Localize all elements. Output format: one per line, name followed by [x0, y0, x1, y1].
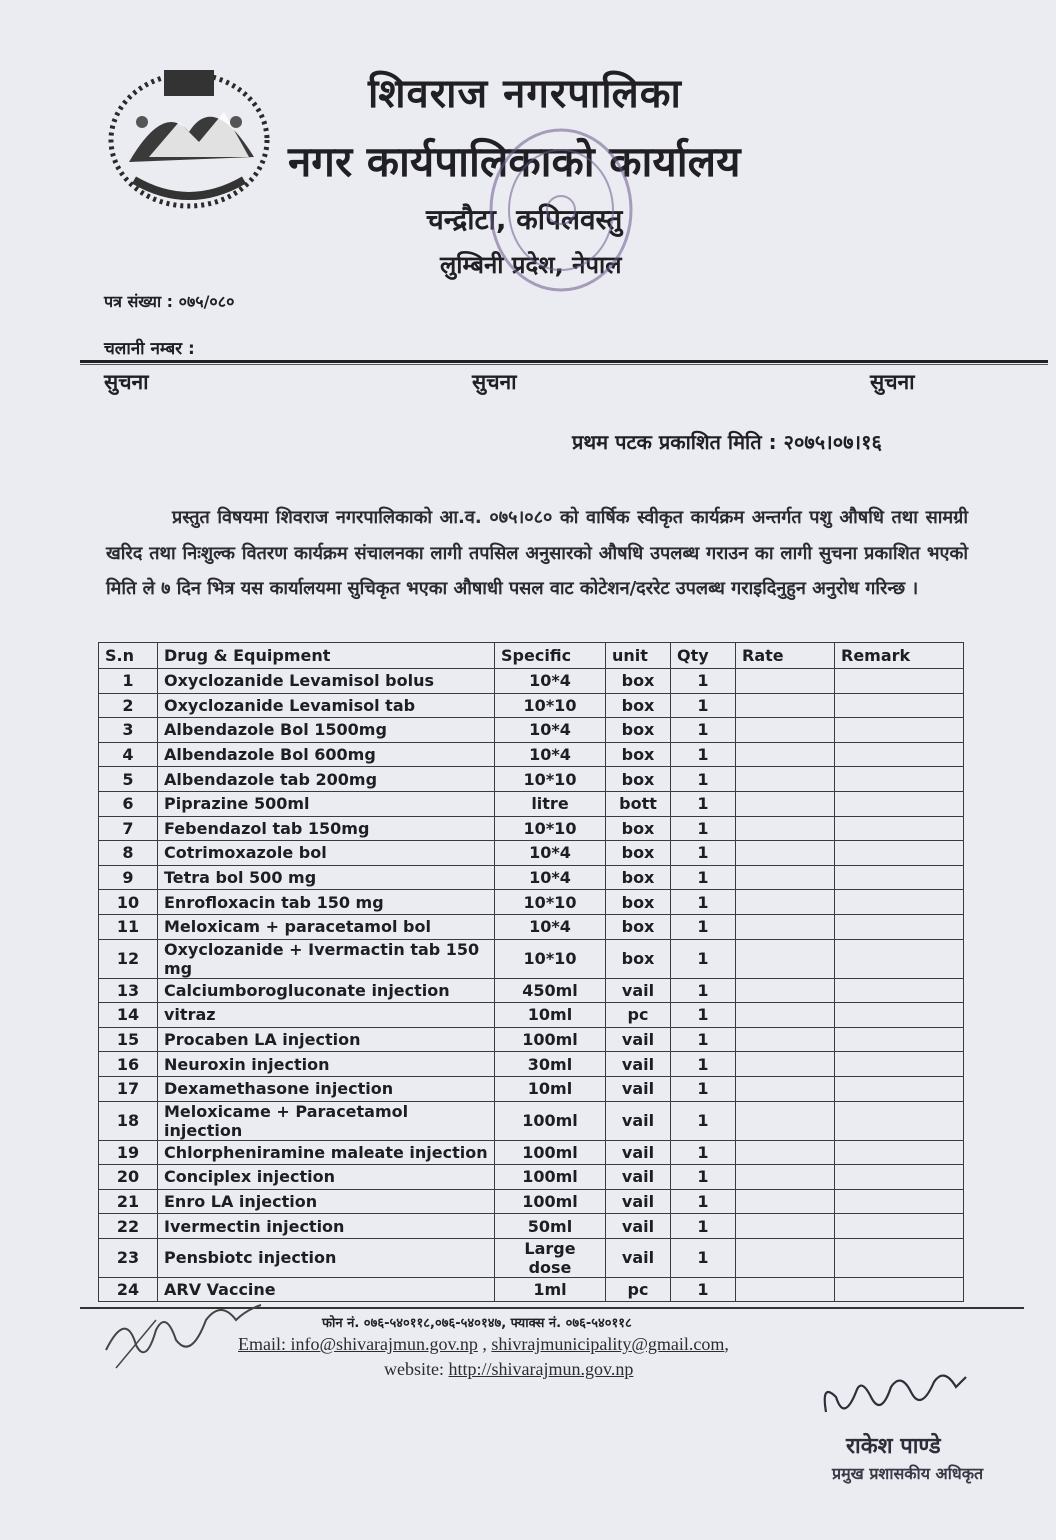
header-divider-thin: [80, 364, 1048, 365]
cell-unit: box: [606, 816, 671, 841]
cell-specific: 10ml: [495, 1003, 606, 1028]
table-row: [99, 669, 964, 694]
cell-drug: Enrofloxacin tab 150 mg: [158, 890, 495, 915]
cell-rate: [736, 1189, 835, 1214]
cell-sn: 4: [99, 742, 158, 767]
cell-unit: vail: [606, 1101, 671, 1140]
table-row: [99, 914, 964, 939]
cell-qty: 1: [671, 816, 736, 841]
table-row: [99, 718, 964, 743]
cell-specific: 10*4: [495, 669, 606, 694]
cell-specific: litre: [495, 791, 606, 816]
cell-sn: 11: [99, 914, 158, 939]
notice-label-left: सुचना: [104, 370, 149, 394]
cell-drug: Pensbiotc injection: [158, 1238, 495, 1277]
org-name: शिवराज नगरपालिका: [368, 71, 682, 117]
cell-drug: Albendazole Bol 600mg: [158, 742, 495, 767]
email-tail: ,: [724, 1334, 729, 1354]
cell-drug: Febendazol tab 150mg: [158, 816, 495, 841]
cell-qty: 1: [671, 1277, 736, 1302]
cell-qty: 1: [671, 791, 736, 816]
cell-unit: box: [606, 939, 671, 978]
cell-rate: [736, 841, 835, 866]
cell-unit: bott: [606, 791, 671, 816]
table-row: [99, 1189, 964, 1214]
cell-rate: [736, 816, 835, 841]
table-row: [99, 978, 964, 1003]
table-row: [99, 1052, 964, 1077]
cell-qty: 1: [671, 1027, 736, 1052]
cell-sn: 2: [99, 693, 158, 718]
cell-remark: [835, 1238, 964, 1277]
website-link[interactable]: http://shivarajmun.gov.np: [448, 1359, 634, 1379]
col-rate: Rate: [736, 643, 835, 669]
cell-rate: [736, 1101, 835, 1140]
drug-table: [98, 642, 964, 1302]
cell-rate: [736, 742, 835, 767]
cell-drug: Oxyclozanide Levamisol bolus: [158, 669, 495, 694]
email-separator: ,: [477, 1334, 492, 1354]
cell-specific: 10*10: [495, 890, 606, 915]
cell-drug: Albendazole tab 200mg: [158, 767, 495, 792]
col-drug: Drug & Equipment: [158, 643, 495, 669]
cell-rate: [736, 1003, 835, 1028]
dispatch-number: चलानी नम्बर :: [104, 339, 195, 359]
cell-unit: vail: [606, 1238, 671, 1277]
cell-drug: Cotrimoxazole bol: [158, 841, 495, 866]
cell-qty: 1: [671, 890, 736, 915]
table-row: [99, 1003, 964, 1028]
cell-specific: 10*10: [495, 693, 606, 718]
cell-remark: [835, 669, 964, 694]
cell-specific: 100ml: [495, 1140, 606, 1165]
cell-rate: [736, 718, 835, 743]
table-body: [99, 669, 964, 1302]
cell-qty: 1: [671, 939, 736, 978]
cell-drug: Meloxicam + paracetamol bol: [158, 914, 495, 939]
cell-unit: box: [606, 865, 671, 890]
cell-unit: pc: [606, 1003, 671, 1028]
cell-remark: [835, 890, 964, 915]
cell-qty: 1: [671, 1101, 736, 1140]
cell-drug: Procaben LA injection: [158, 1027, 495, 1052]
cell-specific: 10*10: [495, 939, 606, 978]
col-specific: Specific: [495, 643, 606, 669]
table-row: [99, 939, 964, 978]
table-row: [99, 890, 964, 915]
table-row: [99, 693, 964, 718]
cell-qty: 1: [671, 1140, 736, 1165]
cell-qty: 1: [671, 1052, 736, 1077]
cell-specific: 30ml: [495, 1052, 606, 1077]
cell-rate: [736, 1076, 835, 1101]
cell-qty: 1: [671, 669, 736, 694]
office-name: नगर कार्यपालिकाको कार्यालय: [288, 137, 741, 186]
cell-drug: ARV Vaccine: [158, 1277, 495, 1302]
officer-name: राकेश पाण्डे: [846, 1434, 941, 1459]
cell-remark: [835, 767, 964, 792]
cell-sn: 23: [99, 1238, 158, 1277]
cell-rate: [736, 1027, 835, 1052]
cell-rate: [736, 767, 835, 792]
cell-drug: Tetra bol 500 mg: [158, 865, 495, 890]
officer-title: प्रमुख प्रशासकीय अधिकृत: [832, 1464, 984, 1483]
cell-drug: Meloxicame + Paracetamol injection: [158, 1101, 495, 1140]
initials-signature-icon: [96, 1290, 286, 1370]
cell-specific: 1ml: [495, 1277, 606, 1302]
email-link-primary[interactable]: Email: info@shivarajmun.gov.np: [238, 1334, 478, 1354]
cell-drug: Dexamethasone injection: [158, 1076, 495, 1101]
cell-sn: 21: [99, 1189, 158, 1214]
cell-qty: 1: [671, 978, 736, 1003]
cell-sn: 12: [99, 939, 158, 978]
cell-unit: box: [606, 693, 671, 718]
cell-remark: [835, 816, 964, 841]
cell-unit: box: [606, 914, 671, 939]
published-date: प्रथम पटक प्रकाशित मिति : २०७५।०७।१६: [572, 430, 882, 454]
cell-sn: 15: [99, 1027, 158, 1052]
cell-sn: 7: [99, 816, 158, 841]
cell-specific: 10*4: [495, 914, 606, 939]
cell-specific: 10*4: [495, 865, 606, 890]
col-remark: Remark: [835, 643, 964, 669]
cell-rate: [736, 939, 835, 978]
cell-unit: vail: [606, 1140, 671, 1165]
notice-label-center: सुचना: [472, 370, 517, 394]
table-header-row: [99, 643, 964, 669]
cell-unit: box: [606, 742, 671, 767]
cell-remark: [835, 1277, 964, 1302]
table-row: [99, 1027, 964, 1052]
col-sn: S.n: [99, 643, 158, 669]
cell-qty: 1: [671, 718, 736, 743]
nepal-emblem-icon: [104, 62, 274, 212]
cell-sn: 9: [99, 865, 158, 890]
cell-sn: 8: [99, 841, 158, 866]
cell-qty: 1: [671, 1189, 736, 1214]
cell-rate: [736, 914, 835, 939]
cell-rate: [736, 1140, 835, 1165]
cell-unit: vail: [606, 978, 671, 1003]
email-line: [238, 1334, 729, 1355]
notice-label-right: सुचना: [870, 370, 915, 394]
cell-remark: [835, 1140, 964, 1165]
province: लुम्बिनी प्रदेश, नेपाल: [440, 251, 622, 279]
cell-remark: [835, 742, 964, 767]
office-address: चन्द्रौटा, कपिलवस्तु: [426, 203, 623, 236]
cell-drug: Calciumborogluconate injection: [158, 978, 495, 1003]
cell-unit: pc: [606, 1277, 671, 1302]
cell-drug: Ivermectin injection: [158, 1214, 495, 1239]
cell-unit: box: [606, 841, 671, 866]
table-row: [99, 1140, 964, 1165]
cell-drug: Neuroxin injection: [158, 1052, 495, 1077]
table-row: [99, 1101, 964, 1140]
cell-remark: [835, 1052, 964, 1077]
cell-qty: 1: [671, 1076, 736, 1101]
cell-specific: 100ml: [495, 1101, 606, 1140]
cell-unit: vail: [606, 1076, 671, 1101]
cell-qty: 1: [671, 865, 736, 890]
table-row: [99, 816, 964, 841]
table-row: [99, 865, 964, 890]
cell-sn: 18: [99, 1101, 158, 1140]
cell-rate: [736, 669, 835, 694]
cell-qty: 1: [671, 742, 736, 767]
cell-drug: Enro LA injection: [158, 1189, 495, 1214]
notice-body: प्रस्तुत विषयमा शिवराज नगरपालिकाको आ.व. ०७५।०८० को वार्षिक स्वीकृत कार्यक्रम अन्तर्गत पशु औषधि तथा सामग्री खरिद तथा निःशुल्क वितरण कार्यक्रम संचालनका लागी तपसिल अनुसारको औषधि उपलब्ध गराउन का लागी सुचना प्रकाशित भएको मिति ले ७ दिन भित्र यस कार्यालयमा सुचिकृत भएका औषाधी पसल वाट कोटेशन/दररेट उपलब्ध गराइदिनुहुन अनुरोध गरिन्छ ।: [106, 507, 968, 599]
cell-remark: [835, 939, 964, 978]
cell-remark: [835, 1101, 964, 1140]
cell-drug: vitraz: [158, 1003, 495, 1028]
cell-qty: 1: [671, 1214, 736, 1239]
table-row: [99, 841, 964, 866]
cell-qty: 1: [671, 914, 736, 939]
cell-sn: 13: [99, 978, 158, 1003]
cell-drug: Conciplex injection: [158, 1165, 495, 1190]
cell-specific: 10*10: [495, 767, 606, 792]
cell-remark: [835, 865, 964, 890]
cell-specific: 100ml: [495, 1189, 606, 1214]
cell-rate: [736, 978, 835, 1003]
cell-sn: 19: [99, 1140, 158, 1165]
cell-remark: [835, 1027, 964, 1052]
cell-unit: vail: [606, 1214, 671, 1239]
cell-rate: [736, 890, 835, 915]
cell-unit: box: [606, 890, 671, 915]
cell-remark: [835, 1076, 964, 1101]
cell-drug: Oxyclozanide + Ivermactin tab 150 mg: [158, 939, 495, 978]
table-row: [99, 1076, 964, 1101]
cell-sn: 3: [99, 718, 158, 743]
cell-qty: 1: [671, 841, 736, 866]
header-divider: [80, 360, 1048, 363]
cell-specific: 100ml: [495, 1165, 606, 1190]
cell-sn: 5: [99, 767, 158, 792]
email-link-alt[interactable]: shivrajmunicipality@gmail.com: [491, 1334, 725, 1354]
cell-specific: 100ml: [495, 1027, 606, 1052]
col-unit: unit: [606, 643, 671, 669]
cell-rate: [736, 865, 835, 890]
cell-specific: 10*4: [495, 718, 606, 743]
cell-drug: Piprazine 500ml: [158, 791, 495, 816]
cell-rate: [736, 1165, 835, 1190]
cell-qty: 1: [671, 767, 736, 792]
cell-specific: 10*10: [495, 816, 606, 841]
cell-remark: [835, 1165, 964, 1190]
cell-specific: 450ml: [495, 978, 606, 1003]
cell-drug: Albendazole Bol 1500mg: [158, 718, 495, 743]
cell-remark: [835, 841, 964, 866]
cell-rate: [736, 1214, 835, 1239]
cell-unit: vail: [606, 1052, 671, 1077]
cell-rate: [736, 693, 835, 718]
officer-signature-icon: [816, 1352, 976, 1432]
cell-remark: [835, 914, 964, 939]
cell-qty: 1: [671, 693, 736, 718]
cell-sn: 17: [99, 1076, 158, 1101]
cell-sn: 20: [99, 1165, 158, 1190]
cell-remark: [835, 718, 964, 743]
cell-qty: 1: [671, 1165, 736, 1190]
cell-unit: vail: [606, 1027, 671, 1052]
cell-specific: 10*4: [495, 742, 606, 767]
cell-sn: 22: [99, 1214, 158, 1239]
website-line: [384, 1359, 633, 1380]
cell-unit: box: [606, 669, 671, 694]
cell-sn: 6: [99, 791, 158, 816]
cell-unit: vail: [606, 1165, 671, 1190]
cell-specific: Large dose: [495, 1238, 606, 1277]
cell-remark: [835, 791, 964, 816]
table-row: [99, 1165, 964, 1190]
table-row: [99, 791, 964, 816]
table-row: [99, 742, 964, 767]
cell-rate: [736, 1052, 835, 1077]
cell-remark: [835, 1214, 964, 1239]
website-label: website:: [384, 1359, 449, 1379]
table-row: [99, 1238, 964, 1277]
cell-qty: 1: [671, 1003, 736, 1028]
cell-sn: 10: [99, 890, 158, 915]
cell-drug: Oxyclozanide Levamisol tab: [158, 693, 495, 718]
cell-sn: 1: [99, 669, 158, 694]
letter-number: पत्र संख्या : ०७५/०८०: [104, 292, 235, 311]
table-row: [99, 767, 964, 792]
cell-drug: Chlorpheniramine maleate injection: [158, 1140, 495, 1165]
table-row: [99, 1214, 964, 1239]
cell-unit: box: [606, 767, 671, 792]
cell-sn: 16: [99, 1052, 158, 1077]
cell-rate: [736, 791, 835, 816]
cell-remark: [835, 693, 964, 718]
cell-sn: 14: [99, 1003, 158, 1028]
cell-rate: [736, 1238, 835, 1277]
cell-remark: [835, 1189, 964, 1214]
cell-specific: 10ml: [495, 1076, 606, 1101]
cell-sn: 24: [99, 1277, 158, 1302]
phone-fax: फोन नं. ०७६-५४०११८,०७६-५४०१४७, फ्याक्स नं. ०७६-५४०११८: [322, 1316, 632, 1331]
cell-unit: box: [606, 718, 671, 743]
cell-specific: 10*4: [495, 841, 606, 866]
cell-rate: [736, 1277, 835, 1302]
col-qty: Qty: [671, 643, 736, 669]
cell-remark: [835, 1003, 964, 1028]
cell-qty: 1: [671, 1238, 736, 1277]
cell-unit: vail: [606, 1189, 671, 1214]
cell-remark: [835, 978, 964, 1003]
cell-specific: 50ml: [495, 1214, 606, 1239]
official-stamp-icon: [486, 126, 636, 294]
